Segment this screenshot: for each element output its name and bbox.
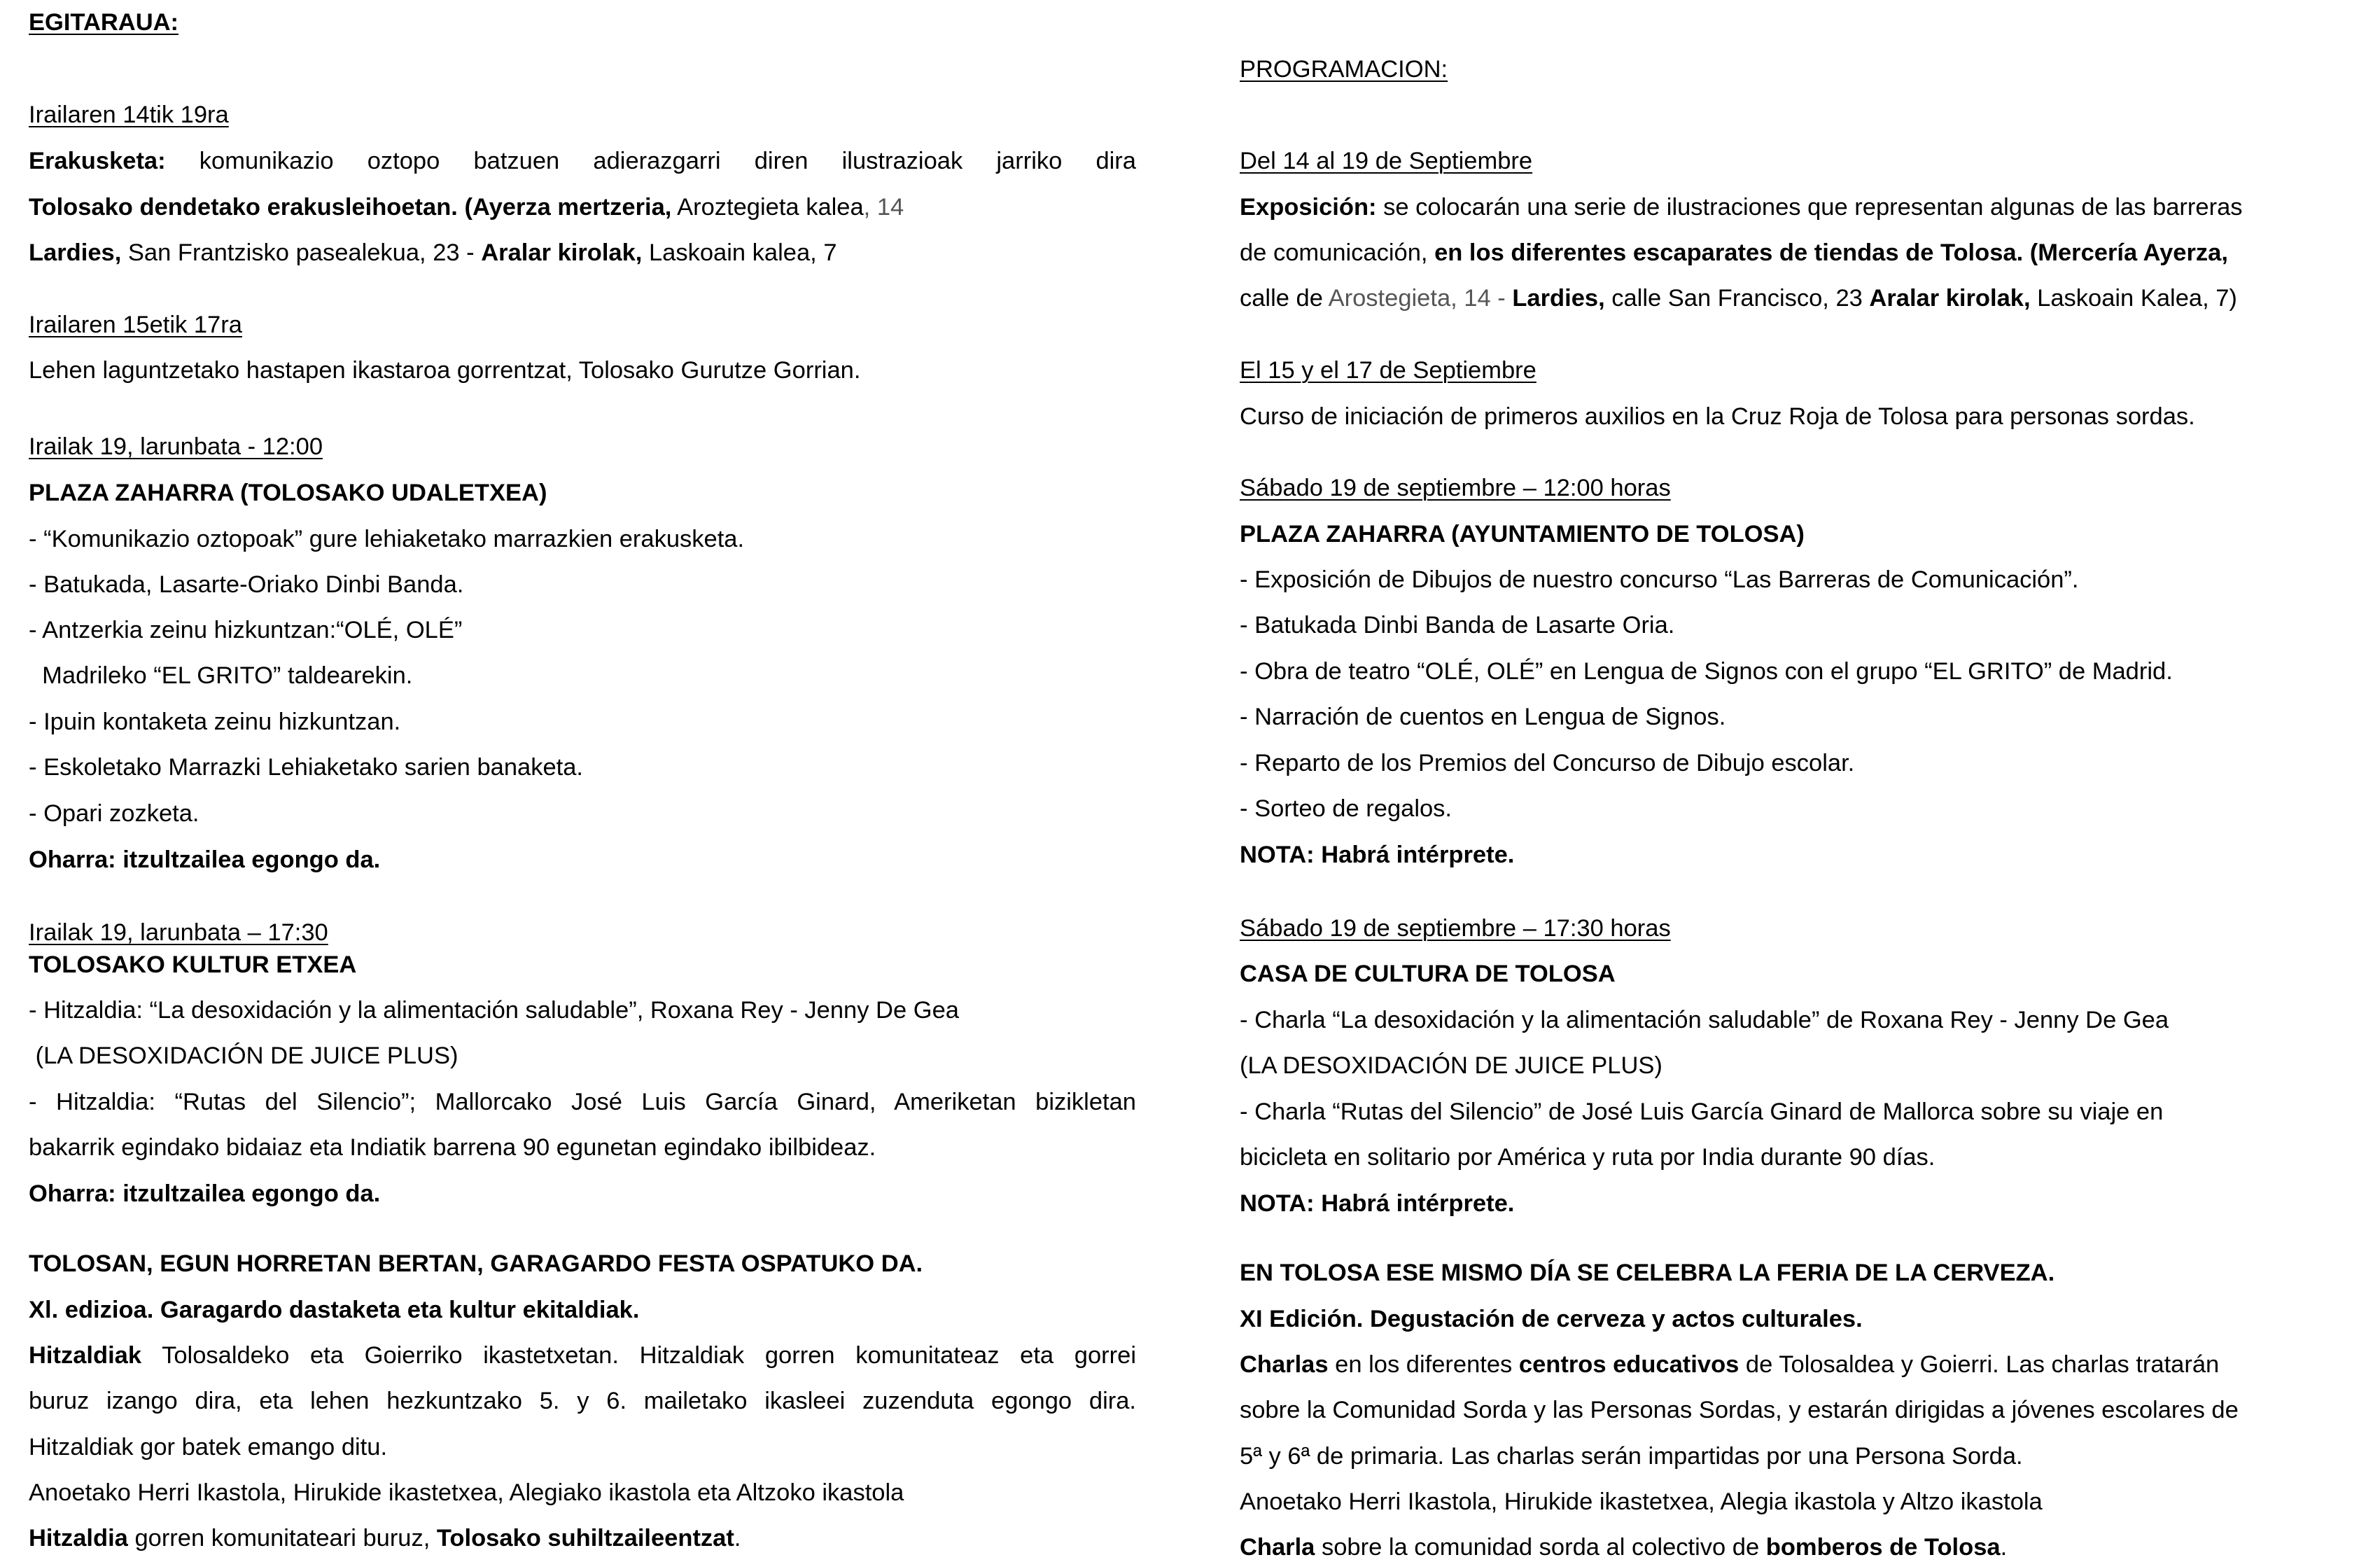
s4-note: NOTA: Habrá intérprete. — [1240, 1190, 1515, 1217]
s4-line-4: bakarrik egindako bidaiaz eta Indiatik barrena 90 egunetan egindako ibilbideaz. — [29, 1134, 876, 1161]
s4-date: Irailak 19, larunbata – 17:30 — [29, 919, 328, 946]
s5-line-4: Anoetako Herri Ikastola, Hirukide ikastetxea, Alegiako ikastola eta Altzoko ikastola — [29, 1479, 904, 1506]
basque-heading: EGITARAUA: — [29, 9, 179, 36]
s4-line-1: - Charla “La desoxidación y la alimentación saludable” de Roxana Rey - Jenny De Gea — [1240, 1007, 2169, 1033]
s3-item: - Obra de teatro “OLÉ, OLÉ” en Lengua de Signos con el grupo “EL GRITO” de Madrid. — [1240, 658, 2173, 685]
s3-date: Irailak 19, larunbata - 12:00 — [29, 433, 323, 460]
s5-line-5: Hitzaldia gorren komunitateari buruz, Tolosako suhiltzaileentzat. — [29, 1525, 741, 1551]
s1-line-3: Lardies, San Frantzisko pasealekua, 23 - Aralar kirolak, Laskoain kalea, 7 — [29, 239, 837, 266]
s3-item: - Ipuin kontaketa zeinu hizkuntzan. — [29, 709, 401, 735]
s5-title: EN TOLOSA ESE MISMO DÍA SE CELEBRA LA FERIA DE LA CERVEZA. — [1240, 1260, 2055, 1286]
s5-subtitle: XI Edición. Degustación de cerveza y actos culturales. — [1240, 1306, 1863, 1332]
s3-item: - Sorteo de regalos. — [1240, 795, 1452, 822]
s3-item: - Reparto de los Premios del Concurso de Dibujo escolar. — [1240, 750, 1855, 776]
s3-item: Madrileko “EL GRITO” taldearekin. — [29, 662, 413, 689]
s4-line-3: - Hitzaldia: “Rutas del Silencio”; Mallorcako José Luis García Ginard, Ameriketan bizikletan — [29, 1089, 1136, 1115]
s5-line-1: Hitzaldiak Tolosaldeko eta Goierriko ikastetxetan. Hitzaldiak gorren komunitateaz eta gorrei — [29, 1342, 1136, 1369]
s3-item: - Narración de cuentos en Lengua de Signos. — [1240, 704, 1726, 730]
s3-item: - Eskoletako Marrazki Lehiaketako sarien banaketa. — [29, 754, 584, 781]
s5-line-2: sobre la Comunidad Sorda y las Personas Sordas, y estarán dirigidas a jóvenes escolares de — [1240, 1397, 2239, 1423]
s4-note: Oharra: itzultzailea egongo da. — [29, 1180, 381, 1207]
s4-line-4: bicicleta en solitario por América y ruta por India durante 90 días. — [1240, 1144, 1935, 1171]
s4-date: Sábado 19 de septiembre – 17:30 horas — [1240, 915, 1671, 942]
s4-place: CASA DE CULTURA DE TOLOSA — [1240, 961, 1616, 987]
s5-line-2: buruz izango dira, eta lehen hezkuntzako 5. y 6. mailetako ikasleei zuzenduta egongo dira. — [29, 1388, 1136, 1414]
s5-line-3: Hitzaldiak gor batek emango ditu. — [29, 1434, 388, 1460]
s4-place: TOLOSAKO KULTUR ETXEA — [29, 951, 357, 978]
s5-subtitle: Xl. edizioa. Garagardo dastaketa eta kultur ekitaldiak. — [29, 1297, 640, 1323]
s3-item: - Opari zozketa. — [29, 800, 200, 827]
s5-line-5: Charla sobre la comunidad sorda al colectivo de bomberos de Tolosa. — [1240, 1534, 2008, 1561]
s2-line-1: Lehen laguntzetako hastapen ikastaroa gorrentzat, Tolosako Gurutze Gorrian. — [29, 357, 861, 384]
s3-item: - Batukada Dinbi Banda de Lasarte Oria. — [1240, 612, 1675, 639]
s4-line-2: (LA DESOXIDACIÓN DE JUICE PLUS) — [29, 1043, 458, 1069]
s4-line-1: - Hitzaldia: “La desoxidación y la alimentación saludable”, Roxana Rey - Jenny De Gea — [29, 997, 959, 1024]
s3-note: NOTA: Habrá intérprete. — [1240, 842, 1515, 868]
s1-line-1: Exposición: se colocarán una serie de ilustraciones que representan algunas de las barreras — [1240, 194, 2243, 221]
s2-date: Irailaren 15etik 17ra — [29, 312, 242, 338]
s5-title: TOLOSAN, EGUN HORRETAN BERTAN, GARAGARDO FESTA OSPATUKO DA. — [29, 1250, 923, 1277]
s2-line-1: Curso de iniciación de primeros auxilios en la Cruz Roja de Tolosa para personas sordas. — [1240, 403, 2195, 430]
s1-date: Del 14 al 19 de Septiembre — [1240, 148, 1533, 174]
spanish-heading: PROGRAMACION: — [1240, 56, 1448, 83]
s4-line-3: - Charla “Rutas del Silencio” de José Luis García Ginard de Mallorca sobre su viaje en — [1240, 1099, 2164, 1125]
s1-line-2: Tolosako dendetako erakusleihoetan. (Ayerza mertzeria, Aroztegieta kalea, 14 — [29, 194, 904, 221]
s1-line-1: Erakusketa: komunikazio oztopo batzuen adierazgarri diren ilustrazioak jarriko dira — [29, 148, 1136, 174]
s1-line-2: de comunicación, en los diferentes escaparates de tiendas de Tolosa. (Mercería Ayerza, — [1240, 239, 2228, 266]
s3-item: - Batukada, Lasarte-Oriako Dinbi Banda. — [29, 571, 464, 598]
s3-place: PLAZA ZAHARRA (AYUNTAMIENTO DE TOLOSA) — [1240, 521, 1805, 548]
s5-line-1: Charlas en los diferentes centros educativos de Tolosaldea y Goierri. Las charlas tratarán — [1240, 1351, 2220, 1378]
s4-line-2: (LA DESOXIDACIÓN DE JUICE PLUS) — [1240, 1052, 1662, 1079]
s3-item: - Antzerkia zeinu hizkuntzan:“OLÉ, OLÉ” — [29, 617, 463, 643]
s5-line-3: 5ª y 6ª de primaria. Las charlas serán impartidas por una Persona Sorda. — [1240, 1443, 2023, 1470]
s3-note: Oharra: itzultzailea egongo da. — [29, 846, 381, 873]
s3-place: PLAZA ZAHARRA (TOLOSAKO UDALETXEA) — [29, 480, 547, 506]
s5-line-4: Anoetako Herri Ikastola, Hirukide ikastetxea, Alegia ikastola y Altzo ikastola — [1240, 1488, 2043, 1515]
s1-line-3: calle de Arostegieta, 14 - Lardies, calle San Francisco, 23 Aralar kirolak, Laskoain Kalea, 7) — [1240, 285, 2237, 312]
s3-item: - “Komunikazio oztopoak” gure lehiaketako marrazkien erakusketa. — [29, 526, 745, 552]
s2-date: El 15 y el 17 de Septiembre — [1240, 357, 1536, 384]
s3-item: - Exposición de Dibujos de nuestro concurso “Las Barreras de Comunicación”. — [1240, 566, 2079, 593]
s1-date: Irailaren 14tik 19ra — [29, 102, 229, 128]
s3-date: Sábado 19 de septiembre – 12:00 horas — [1240, 475, 1671, 501]
